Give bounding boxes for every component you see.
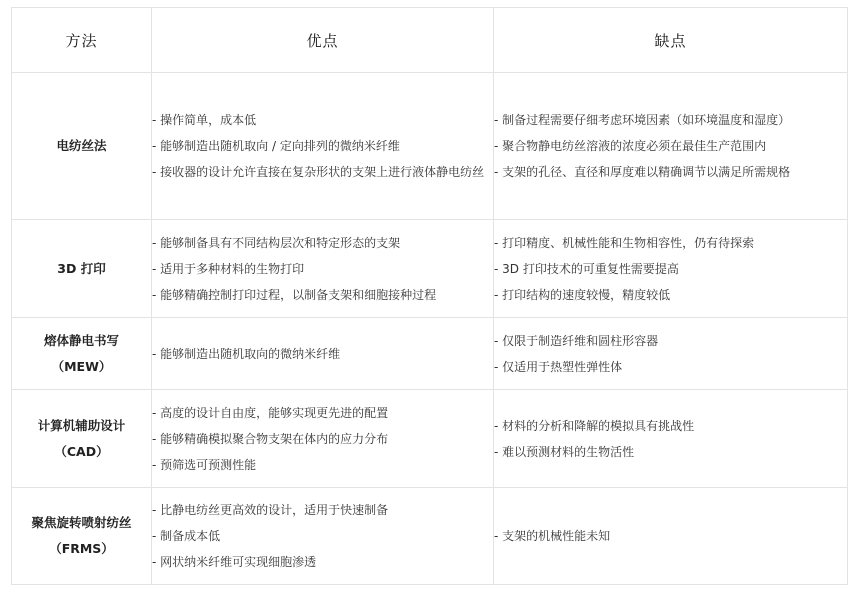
method-name: 3D 打印 bbox=[57, 260, 106, 276]
pros-cell bbox=[152, 488, 494, 585]
list-item: - 制备过程需要仔细考虑环境因素（如环境温度和湿度） bbox=[494, 113, 791, 127]
list-item: - 仅限于制造纤维和圆柱形容器 bbox=[494, 333, 659, 348]
method-cell bbox=[12, 220, 152, 318]
cons-list bbox=[494, 107, 847, 185]
list-item: - 操作简单，成本低 bbox=[152, 113, 257, 127]
method-cell bbox=[12, 390, 152, 488]
pros-list bbox=[152, 341, 493, 367]
list-item: - 支架的孔径、直径和厚度难以精确调节以满足所需规格 bbox=[494, 165, 791, 179]
list-item: - 能够精确控制打印过程，以制备支架和细胞接种过程 bbox=[152, 287, 437, 302]
list-item: - 接收器的设计允许直接在复杂形状的支架上进行液体静电纺丝 bbox=[152, 165, 485, 179]
pros-list bbox=[152, 230, 493, 308]
pros-list bbox=[152, 400, 493, 478]
list-item: - 打印结构的速度较慢，精度较低 bbox=[494, 287, 671, 302]
method-abbreviation: （CAD） bbox=[54, 443, 109, 459]
cons-list bbox=[494, 523, 847, 549]
list-item: - 仅适用于热塑性弹性体 bbox=[494, 359, 623, 374]
header-cons: 缺点 bbox=[494, 8, 848, 73]
cons-list bbox=[494, 328, 847, 380]
table-row bbox=[12, 390, 848, 488]
table-row bbox=[12, 318, 848, 390]
list-item: - 能够精确模拟聚合物支架在体内的应力分布 bbox=[152, 431, 389, 446]
pros-cell bbox=[152, 318, 494, 390]
cons-cell bbox=[494, 73, 848, 220]
list-item: - 高度的设计自由度，能够实现更先进的配置 bbox=[152, 405, 389, 420]
method-name: 电纺丝法 bbox=[56, 138, 107, 153]
list-item: - 能够制造出随机取向 / 定向排列的微纳米纤维 bbox=[152, 139, 400, 153]
list-item: - 能够制备具有不同结构层次和特定形态的支架 bbox=[152, 235, 401, 250]
cons-cell bbox=[494, 220, 848, 318]
list-item: - 聚合物静电纺丝溶液的浓度必须在最佳生产范围内 bbox=[494, 139, 767, 153]
list-item: - 材料的分析和降解的模拟具有挑战性 bbox=[494, 418, 695, 433]
pros-list bbox=[152, 107, 493, 185]
pros-cell bbox=[152, 220, 494, 318]
list-item: - 能够制造出随机取向的微纳米纤维 bbox=[152, 346, 341, 361]
list-item: - 制备成本低 bbox=[152, 529, 221, 543]
cons-cell bbox=[494, 390, 848, 488]
cons-cell bbox=[494, 318, 848, 390]
header-pros: 优点 bbox=[152, 8, 494, 73]
header-row bbox=[12, 8, 848, 73]
cons-list bbox=[494, 230, 847, 308]
table-row bbox=[12, 220, 848, 318]
list-item: - 网状纳米纤维可实现细胞渗透 bbox=[152, 555, 317, 569]
method-cell bbox=[12, 318, 152, 390]
method-abbreviation: （FRMS） bbox=[49, 541, 114, 556]
table-row bbox=[12, 488, 848, 585]
cons-cell bbox=[494, 488, 848, 585]
list-item: - 难以预测材料的生物活性 bbox=[494, 444, 635, 459]
method-cell bbox=[12, 488, 152, 585]
table-row bbox=[12, 73, 848, 220]
list-item: - 预筛选可预测性能 bbox=[152, 457, 257, 472]
cons-list bbox=[494, 413, 847, 465]
list-item: - 3D 打印技术的可重复性需要提高 bbox=[494, 261, 679, 276]
list-item: - 支架的机械性能未知 bbox=[494, 529, 611, 543]
method-cell bbox=[12, 73, 152, 220]
method-name: 聚焦旋转喷射纺丝 bbox=[31, 515, 132, 530]
pros-cell bbox=[152, 390, 494, 488]
list-item: - 比静电纺丝更高效的设计，适用于快速制备 bbox=[152, 503, 389, 517]
method-name: 熔体静电书写 bbox=[43, 332, 119, 348]
method-name: 计算机辅助设计 bbox=[37, 417, 126, 433]
pros-list bbox=[152, 497, 493, 575]
comparison-table bbox=[11, 7, 848, 585]
list-item: - 打印精度、机械性能和生物相容性，仍有待探索 bbox=[494, 235, 755, 250]
method-abbreviation: （MEW） bbox=[51, 358, 112, 374]
pros-cell bbox=[152, 73, 494, 220]
list-item: - 适用于多种材料的生物打印 bbox=[152, 261, 305, 276]
header-method: 方法 bbox=[12, 8, 152, 73]
